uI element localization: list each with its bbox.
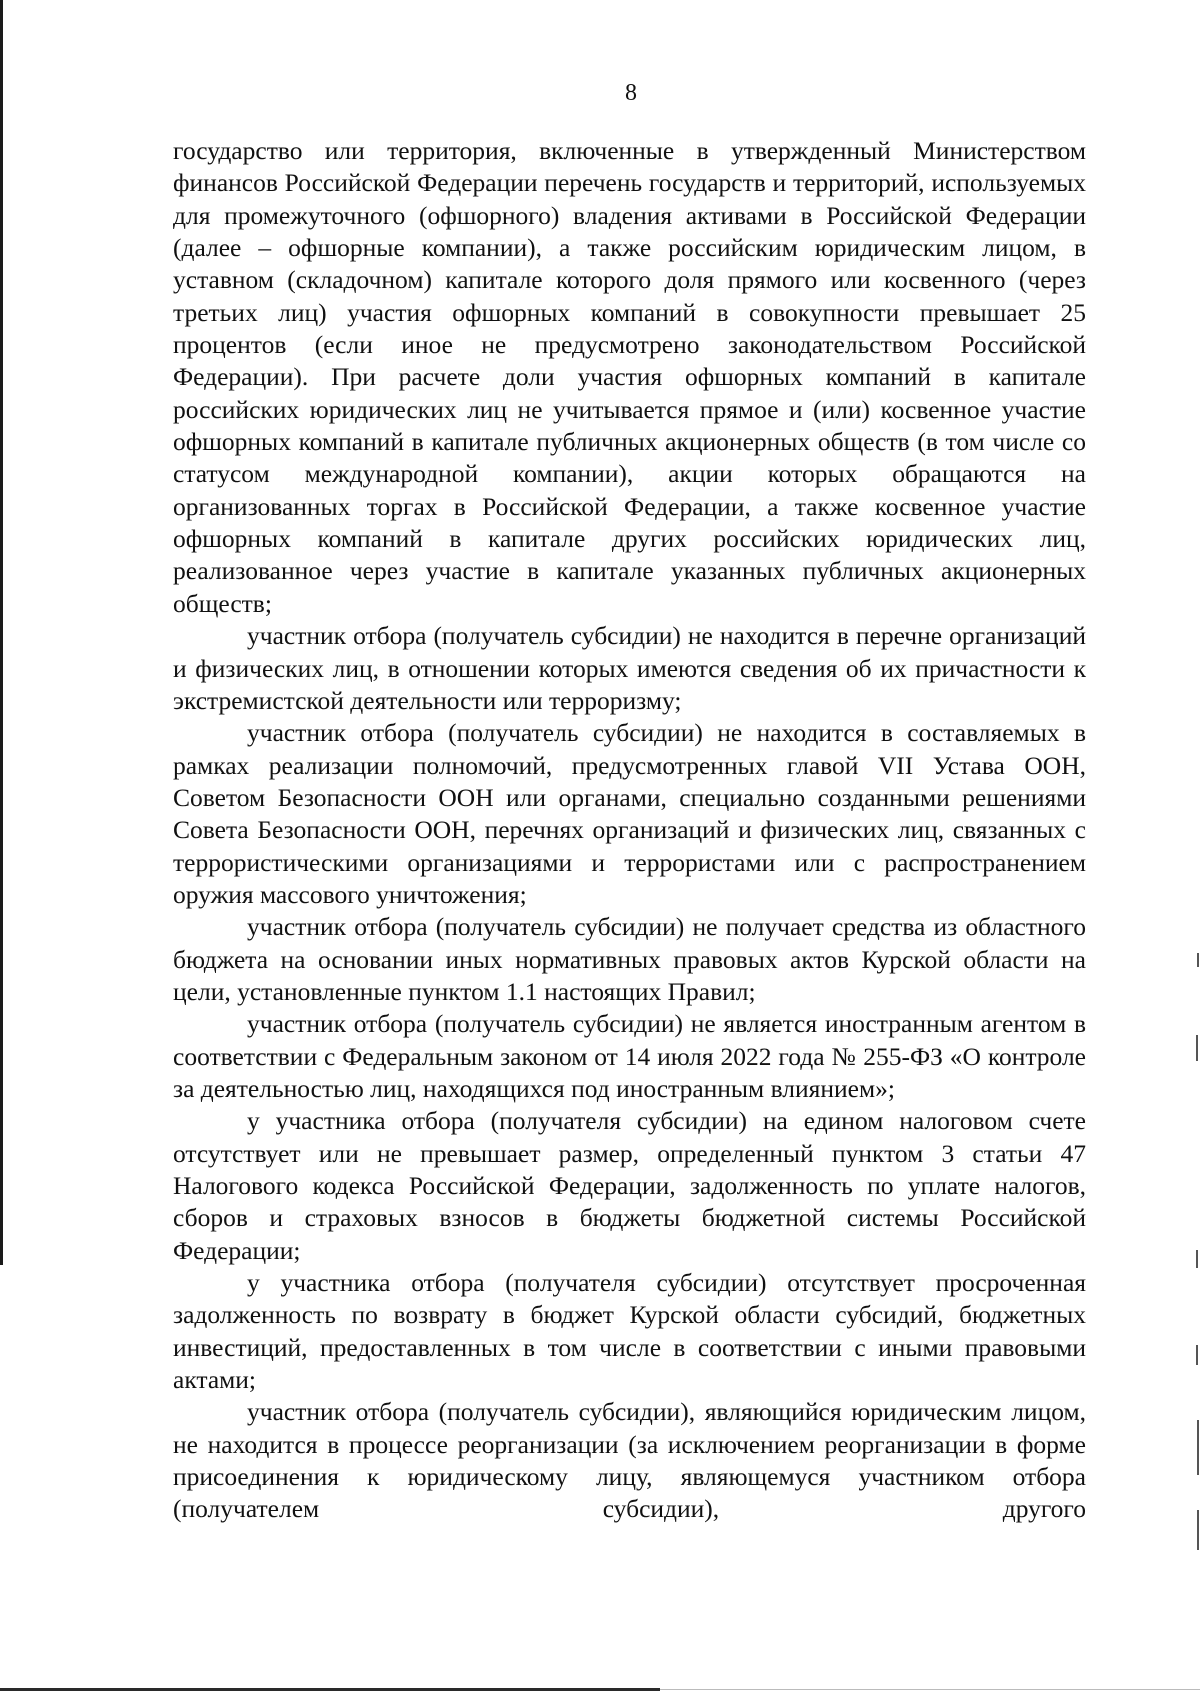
paragraph-tax-debt: у участника отбора (получателя субсидии) на едином налоговом счете отсутствует или не превышает размер, определенный пунктом 3 статьи 47 Налогового кодекса Российской Федерации, задолженность по уплате налогов, сборов и страховых взносов в бюджеты бюджетной системы Российской Федерации;	[173, 1106, 1086, 1265]
scan-mark	[1196, 1035, 1198, 1061]
scan-mark	[1196, 1250, 1198, 1268]
paragraph-reorganization: участник отбора (получатель субсидии), являющийся юридическим лицом, не находится в процессе реорганизации (за исключением реорганизации в форме присоединения к юридическому лицу, являющемуся участником отбора (получателем субсидии), другого	[173, 1397, 1086, 1524]
paragraph-foreign-agent: участник отбора (получатель субсидии) не является иностранным агентом в соответствии с Федеральным законом от 14 июля 2022 года № 255-ФЗ «О контроле за деятельностью лиц, находящихся под иностранным влиянием»;	[173, 1009, 1086, 1103]
scan-edge-left	[0, 0, 3, 1265]
scan-edge-bottom	[0, 1688, 660, 1691]
paragraph-overdue-debt: у участника отбора (получателя субсидии) отсутствует просроченная задолженность по возврату в бюджет Курской области субсидий, бюджетных инвестиций, предоставленных в том числе в соответствии с иными правовыми актами;	[173, 1268, 1086, 1395]
scan-edge-bottom-faint	[660, 1689, 1200, 1690]
scan-mark	[1197, 953, 1199, 967]
scan-mark	[1197, 1510, 1199, 1550]
paragraph-no-other-funding: участник отбора (получатель субсидии) не получает средства из областного бюджета на основании иных нормативных правовых актов Курской области на цели, установленные пунктом 1.1 настоящих Правил;	[173, 912, 1086, 1006]
paragraph-extremism-list: участник отбора (получатель субсидии) не находится в перечне организаций и физических лиц, в отношении которых имеются сведения об их причастности к экстремистской деятельности или терроризму;	[173, 621, 1086, 715]
page-number: 8	[625, 80, 637, 106]
paragraph-continuation: государство или территория, включенные в утвержденный Министерством финансов Российской Федерации перечень государств и территорий, используемых для промежуточного (офшорного) владения активами в Российской Федерации (далее – офшорные компании), а также российским юридическим лицом, в уставном (складочном) капитале которого доля прямого или косвенного (через третьих лиц) участия офшорных компаний в совокупности превышает 25 процентов (если иное не предусмотрено законодательством Российской Федерации). При расчете доли участия офшорных компаний в капитале российских юридических лиц не учитывается прямое и (или) косвенное участие офшорных компаний в капитале публичных акционерных обществ (в том числе со статусом международной компании), акции которых обращаются на организованных торгах в Российской Федерации, а также косвенное участие офшорных компаний в капитале других российских юридических лиц, реализованное через участие в капитале указанных публичных акционерных обществ;	[173, 136, 1086, 618]
document-body	[173, 135, 1086, 1526]
paragraph-un-sanctions-list: участник отбора (получатель субсидии) не находится в составляемых в рамках реализации полномочий, предусмотренных главой VII Устава ООН, Советом Безопасности ООН или органами, специально созданными решениями Совета Безопасности ООН, перечнях организаций и физических лиц, связанных с террористическими организациями и террористами или с распространением оружия массового уничтожения;	[173, 718, 1086, 909]
scan-mark	[1196, 1345, 1198, 1365]
scan-mark	[1197, 1420, 1199, 1475]
